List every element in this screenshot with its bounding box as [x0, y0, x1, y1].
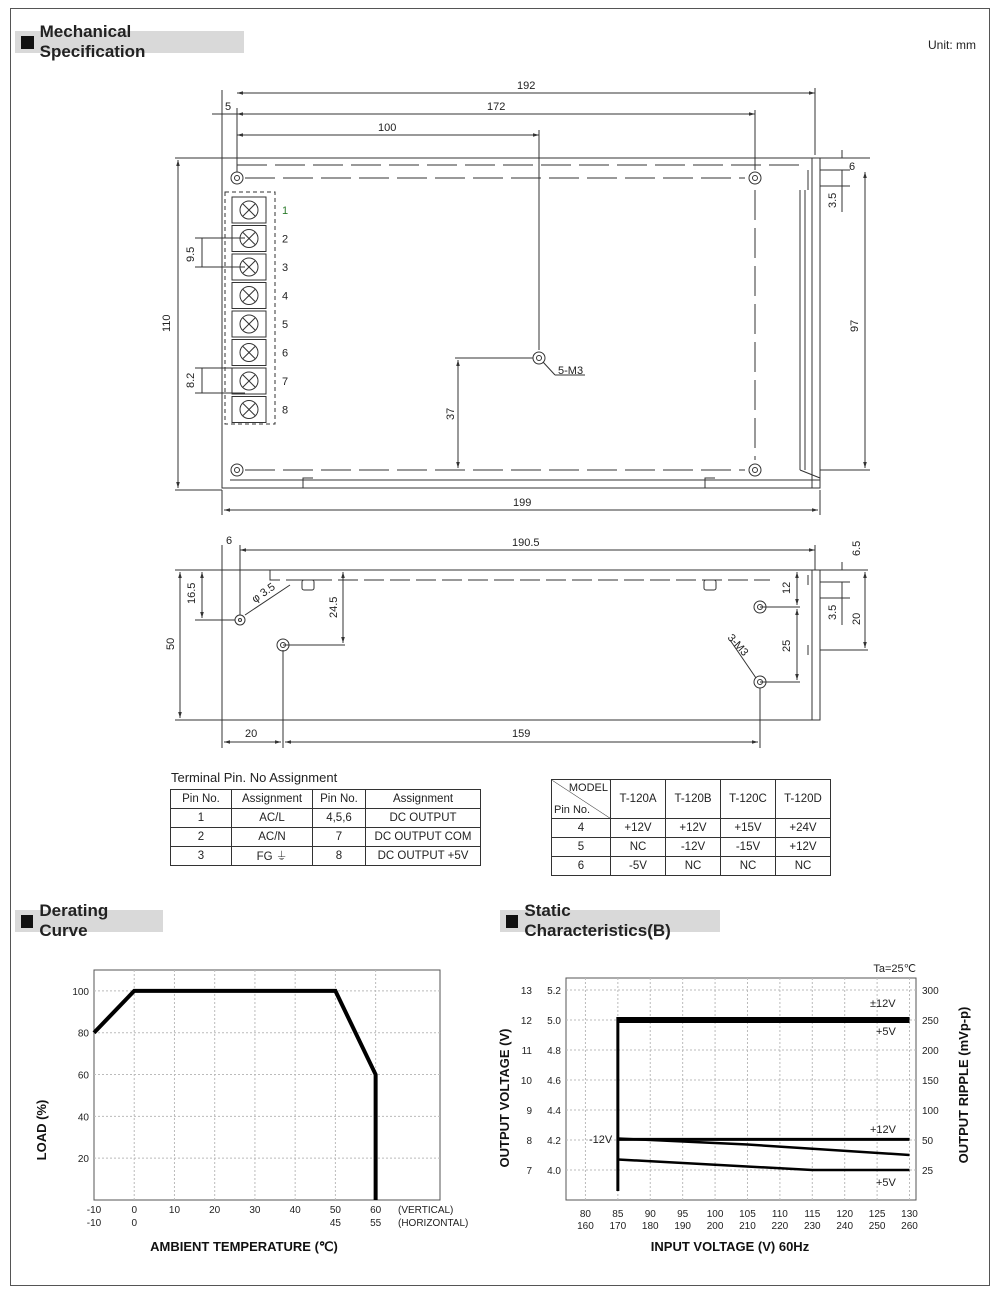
dim-192: 192 [517, 80, 536, 92]
x-tick-label: 10 [168, 1205, 181, 1216]
x-tick-bottom-label: 230 [803, 1221, 821, 1232]
table-row [552, 857, 831, 876]
dim-8-2: 8.2 [185, 372, 197, 388]
dim-6-5: 6.5 [851, 540, 863, 556]
dim-50: 50 [165, 637, 177, 650]
dim-24-5: 24.5 [328, 596, 340, 618]
table-cell: 4 [552, 819, 611, 838]
y-left-inner-tick: 5.2 [547, 986, 561, 997]
table-cell: 7 [313, 828, 366, 847]
corner-pin-label: Pin No. [554, 804, 591, 816]
x-tick-label-horizontal: 0 [131, 1218, 138, 1229]
table-cell: DC OUTPUT [366, 809, 481, 828]
x-tick-label: 60 [370, 1205, 382, 1216]
screw-label-5-m3: 5-M3 [558, 365, 584, 377]
table-row [552, 838, 831, 857]
y-right-tick: 25 [922, 1166, 934, 1177]
table-cell: AC/N [232, 828, 313, 847]
model-header: T-120B [666, 780, 721, 819]
table-cell: NC [776, 857, 831, 876]
table-cell: NC [611, 838, 666, 857]
pin-table-title: Terminal Pin. No Assignment [171, 770, 338, 785]
series-label: -12V [589, 1134, 613, 1146]
horizontal-label: (HORIZONTAL) [398, 1218, 469, 1229]
table-cell: 3 [171, 847, 232, 866]
column-header: Assignment [366, 790, 481, 809]
x-tick-bottom-label: 190 [674, 1221, 692, 1232]
table-cell: DC OUTPUT +5V [366, 847, 481, 866]
dim-110: 110 [161, 314, 173, 332]
table-cell: AC/L [232, 809, 313, 828]
y-left-inner-tick: 5.0 [547, 1016, 561, 1027]
table-cell: +12V [666, 819, 721, 838]
y-right-tick: 100 [922, 1106, 939, 1117]
pin-number-label: 8 [282, 404, 289, 417]
unit-label: Unit: mm [928, 38, 976, 52]
dim-16-5: 16.5 [186, 582, 198, 604]
y-tick-label: 60 [77, 1070, 89, 1082]
pin-assignment-table [170, 789, 481, 866]
dim-6-side: 6 [226, 535, 233, 547]
y-left-axis-label: OUTPUT VOLTAGE (V) [497, 1028, 512, 1168]
x-tick-label: 20 [209, 1205, 221, 1216]
dim-172: 172 [487, 101, 506, 113]
square-bullet-icon [506, 915, 518, 928]
y-right-tick: 150 [922, 1076, 939, 1087]
square-bullet-icon [21, 915, 33, 928]
dim-25: 25 [781, 639, 793, 652]
x-tick-bottom-label: 220 [771, 1221, 789, 1232]
x-tick-bottom-label: 240 [836, 1221, 854, 1232]
x-axis-label: INPUT VOLTAGE (V) 60Hz [650, 1239, 810, 1254]
x-tick-label: 40 [289, 1205, 301, 1216]
dim-97: 97 [849, 319, 861, 332]
table-cell: NC [666, 857, 721, 876]
table-cell: 1 [171, 809, 232, 828]
pin-number-label: 4 [282, 290, 289, 303]
y-left-outer-tick: 9 [526, 1106, 532, 1117]
column-header: Assignment [232, 790, 313, 809]
table-cell: 8 [313, 847, 366, 866]
x-tick-top-label: 95 [677, 1209, 689, 1220]
mechanical-spec-title: Mechanical Specification [39, 22, 146, 61]
x-tick-top-label: 80 [579, 1209, 592, 1220]
y-left-inner-tick: 4.4 [547, 1106, 561, 1117]
table-cell: FG ⏚ [232, 847, 313, 866]
x-tick-bottom-label: 180 [641, 1221, 659, 1232]
model-header: T-120A [611, 780, 666, 819]
corner-model-label: MODEL [568, 782, 608, 794]
model-corner-cell [552, 780, 611, 819]
table-cell: 4,5,6 [313, 809, 366, 828]
dim-159: 159 [512, 728, 531, 740]
pin-number-label: 1 [282, 205, 289, 217]
table-cell: +24V [776, 819, 831, 838]
dim-190-5: 190.5 [512, 537, 540, 549]
y-tick-label: 100 [72, 986, 89, 998]
screw-label-3-m3: 3-M3 [724, 631, 751, 659]
table-row [171, 809, 481, 828]
vertical-label: (VERTICAL) [398, 1205, 454, 1216]
top-view-outline [222, 158, 820, 488]
terminal-block [232, 197, 266, 423]
x-tick-bottom-label: 260 [901, 1221, 918, 1232]
x-tick-label: 30 [249, 1205, 261, 1216]
y-right-axis-label: OUTPUT RIPPLE (mVp-p) [956, 1006, 971, 1164]
y-tick-label: 40 [77, 1112, 89, 1124]
series-label: +5V [876, 1177, 896, 1189]
y-right-tick: 200 [922, 1046, 939, 1057]
pin-number-label: 7 [282, 376, 289, 388]
x-tick-bottom-label: 250 [868, 1221, 886, 1232]
y-left-outer-tick: 10 [520, 1076, 532, 1087]
derating-curve-title: Derating Curve [39, 901, 109, 940]
x-tick-top-label: 100 [706, 1209, 724, 1220]
x-tick-top-label: 130 [901, 1209, 918, 1220]
y-tick-label: 80 [77, 1028, 89, 1040]
model-header: T-120C [721, 780, 776, 819]
x-tick-top-label: 110 [771, 1209, 788, 1220]
table-cell: +15V [721, 819, 776, 838]
pin-number-label: 6 [282, 347, 289, 360]
x-tick-label-horizontal: -10 [86, 1218, 102, 1229]
ambient-annotation: Ta=25℃ [873, 963, 916, 975]
x-tick-label-horizontal: 45 [329, 1218, 341, 1229]
x-tick-top-label: 120 [836, 1209, 854, 1220]
pin-number-label: 5 [282, 319, 289, 331]
pin-number-label: 2 [282, 233, 289, 246]
x-tick-label: -10 [86, 1205, 102, 1216]
static-characteristics-title: Static Characteristics(B) [524, 901, 671, 940]
table-cell: DC OUTPUT COM [366, 828, 481, 847]
dim-100: 100 [378, 122, 397, 134]
y-left-outer-tick: 7 [526, 1166, 532, 1177]
table-cell: 5 [552, 838, 611, 857]
y-right-tick: 250 [922, 1016, 939, 1027]
y-right-tick: 50 [922, 1136, 934, 1147]
y-left-outer-tick: 8 [526, 1136, 532, 1147]
y-left-inner-tick: 4.2 [547, 1136, 561, 1147]
dim-5: 5 [225, 101, 232, 113]
y-left-outer-tick: 12 [520, 1016, 532, 1027]
model-header: T-120D [776, 780, 831, 819]
y-left-inner-tick: 4.8 [547, 1046, 561, 1057]
x-tick-top-label: 85 [612, 1209, 624, 1220]
y-left-inner-tick: 4.0 [547, 1166, 561, 1177]
table-cell: -5V [611, 857, 666, 876]
x-tick-label: 0 [131, 1205, 138, 1216]
dim-20: 20 [245, 728, 258, 740]
x-tick-bottom-label: 210 [739, 1221, 756, 1232]
series-label: ±12V [870, 998, 896, 1010]
table-cell: -15V [721, 838, 776, 857]
table-header-row [171, 790, 481, 809]
y-left-outer-tick: 11 [521, 1046, 532, 1057]
static-characteristics-header [500, 901, 720, 940]
y-axis-label: LOAD (%) [34, 1099, 49, 1161]
table-cell: NC [721, 857, 776, 876]
table-header-row [552, 780, 831, 819]
dim-6-top: 6 [849, 161, 856, 173]
dim-9-5: 9.5 [185, 246, 197, 262]
series-label: +12V [870, 1124, 896, 1136]
table-cell: 6 [552, 857, 611, 876]
table-cell: +12V [611, 819, 666, 838]
x-tick-bottom-label: 170 [609, 1221, 627, 1232]
y-right-tick: 300 [922, 986, 939, 997]
x-tick-bottom-label: 160 [577, 1221, 594, 1232]
x-tick-top-label: 105 [739, 1209, 756, 1220]
column-header: Pin No. [313, 790, 366, 809]
dim-37: 37 [445, 407, 457, 420]
x-tick-top-label: 90 [644, 1209, 656, 1220]
x-tick-bottom-label: 200 [706, 1221, 724, 1232]
series-label: +5V [876, 1026, 896, 1038]
dim-12: 12 [781, 581, 793, 594]
table-cell: +12V [776, 838, 831, 857]
hole-label-phi-3-5: φ 3.5 [249, 581, 278, 606]
x-axis-label: AMBIENT TEMPERATURE (℃) [150, 1239, 338, 1254]
dim-3-5-side: 3.5 [827, 604, 839, 620]
dim-199: 199 [513, 497, 532, 509]
x-tick-label: 50 [329, 1205, 341, 1216]
table-cell: 2 [171, 828, 232, 847]
table-row [171, 847, 481, 866]
y-tick-label: 20 [77, 1154, 89, 1166]
derating-curve-header [15, 901, 163, 940]
pin-number-label: 3 [282, 262, 289, 274]
dim-20-vertical: 20 [851, 612, 863, 625]
x-tick-top-label: 115 [804, 1209, 821, 1220]
model-table [551, 779, 831, 876]
y-left-inner-tick: 4.6 [547, 1076, 561, 1087]
x-tick-top-label: 125 [868, 1209, 886, 1220]
y-left-outer-tick: 13 [520, 986, 532, 997]
x-tick-label-horizontal: 55 [370, 1218, 382, 1229]
table-row [171, 828, 481, 847]
column-header: Pin No. [171, 790, 232, 809]
dim-3-5-top: 3.5 [827, 192, 839, 208]
table-cell: -12V [666, 838, 721, 857]
table-row [552, 819, 831, 838]
